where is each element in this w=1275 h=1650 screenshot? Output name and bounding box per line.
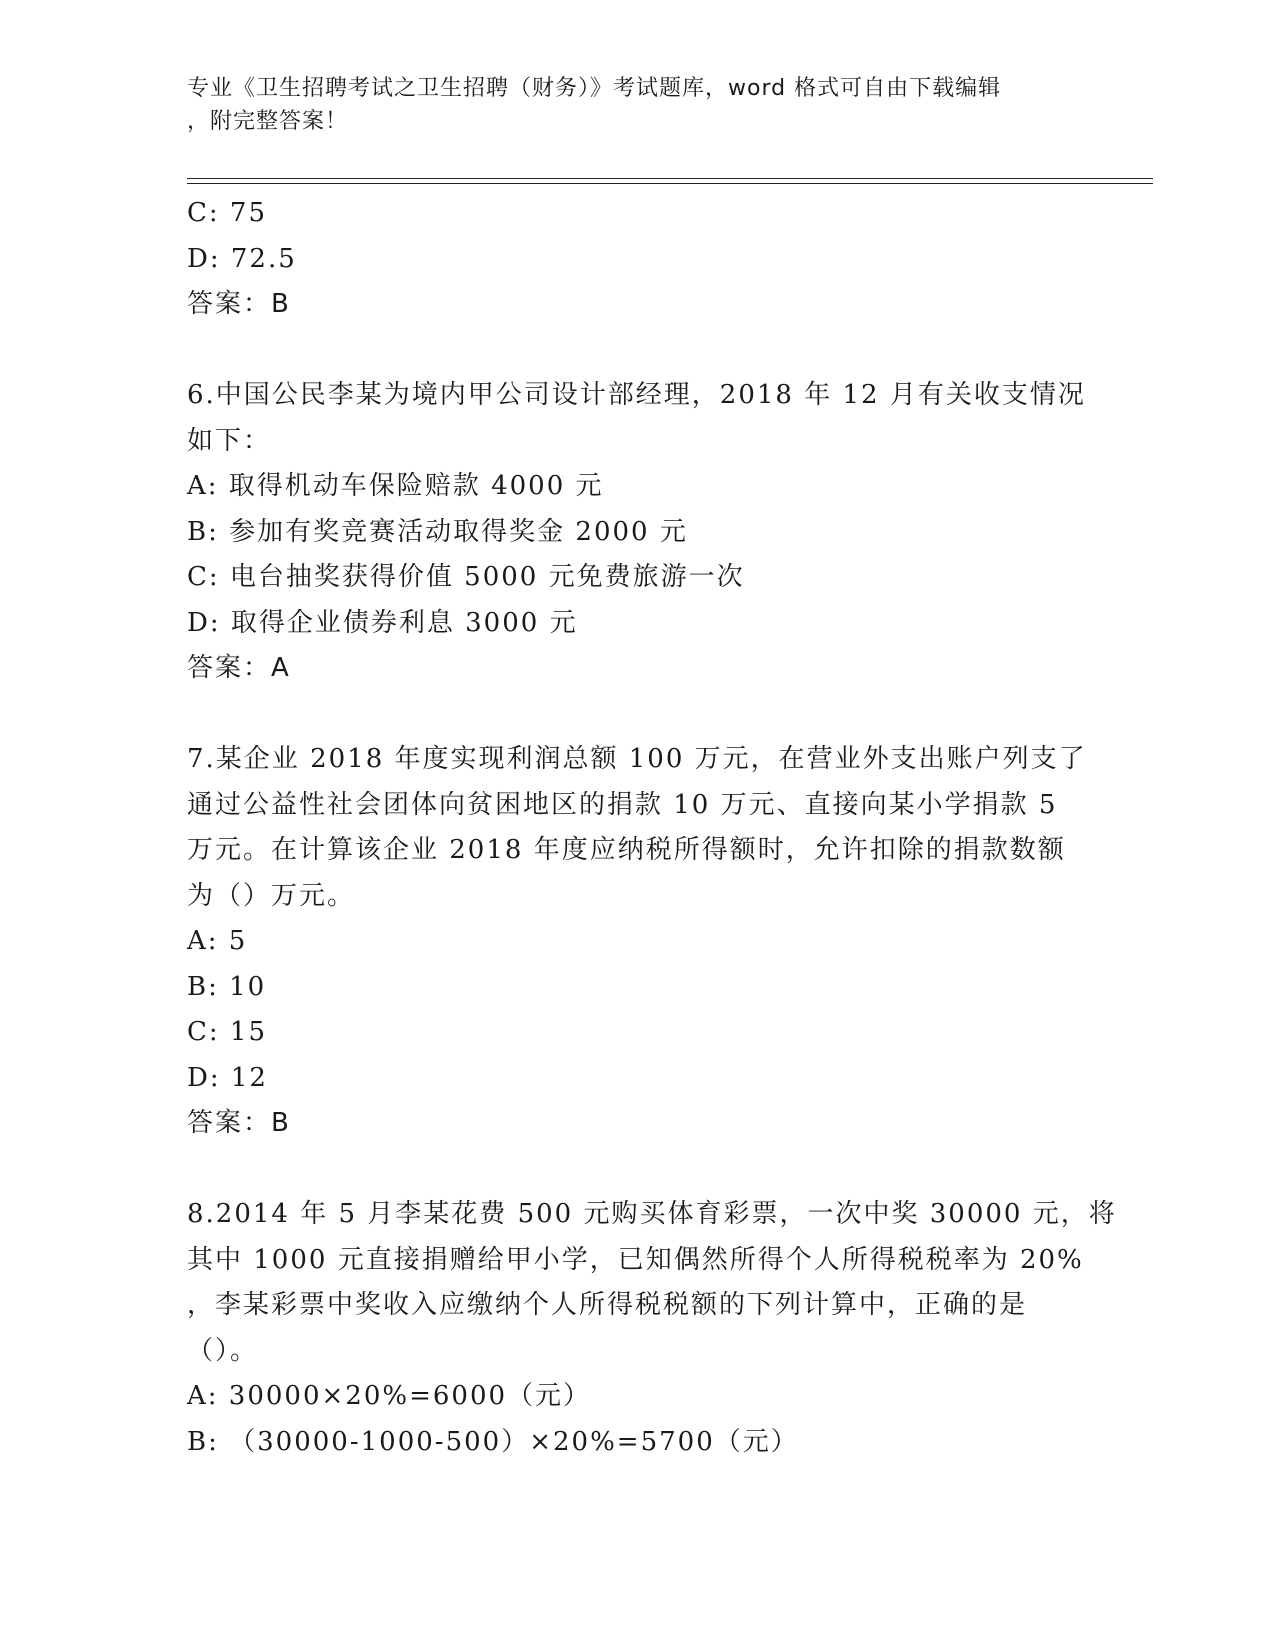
- question-stem: 为（）万元。: [187, 880, 356, 911]
- question-stem: （）。: [187, 1335, 259, 1366]
- question-stem: 8.2014 年 5 月李某花费 500 元购买体育彩票，一次中奖 30000 元，将: [187, 1199, 1117, 1229]
- answer: 答案：A: [187, 653, 291, 683]
- header-line-2: ，附完整答案！: [187, 109, 349, 134]
- question-stem: 其中 1000 元直接捐赠给甲小学，已知偶然所得个人所得税税率为 20%: [187, 1244, 1084, 1275]
- option-d: D: 取得企业债券利息 3000 元: [187, 607, 578, 638]
- option-a: A: 30000×20%=6000（元）: [187, 1381, 592, 1411]
- header-divider-top: [187, 178, 1153, 179]
- question-stem: 6.中国公民李某为境内甲公司设计部经理，2018 年 12 月有关收支情况: [187, 380, 1086, 410]
- question-stem: ，李某彩票中奖收入应缴纳个人所得税税额的下列计算中，正确的是: [187, 1290, 1028, 1320]
- option-c: C: 75: [187, 198, 268, 228]
- option-a: A: 5: [187, 926, 248, 956]
- question-stem: 万元。在计算该企业 2018 年度应纳税所得额时，允许扣除的捐款数额: [187, 835, 1066, 865]
- question-stem: 7.某企业 2018 年度实现利润总额 100 万元，在营业外支出账户列支了: [187, 744, 1087, 774]
- option-c: C: 15: [187, 1017, 268, 1047]
- question-list: [187, 191, 1117, 1465]
- header-divider-bottom: [187, 183, 1153, 184]
- option-b: B: 参加有奖竞赛活动取得奖金 2000 元: [187, 516, 688, 547]
- option-a: A: 取得机动车保险赔款 4000 元: [187, 471, 604, 501]
- question-8: [187, 1192, 1117, 1465]
- question-6: [187, 373, 1087, 692]
- option-b: B: 10: [187, 971, 267, 1002]
- question-stem: 如下：: [187, 425, 272, 456]
- answer: 答案：B: [187, 1108, 291, 1138]
- option-d: D: 72.5: [187, 243, 297, 274]
- document-header: [187, 72, 1067, 138]
- question-7: [187, 737, 1087, 1147]
- option-c: C: 电台抽奖获得价值 5000 元免费旅游一次: [187, 562, 745, 592]
- option-d: D: 12: [187, 1062, 268, 1093]
- option-b: B: （30000-1000-500）×20%=5700（元）: [187, 1426, 799, 1457]
- question-stem: 通过公益性社会团体向贫困地区的捐款 10 万元、直接向某小学捐款 5: [187, 789, 1058, 820]
- answer: 答案：B: [187, 289, 291, 319]
- header-line-1: 专业《卫生招聘考试之卫生招聘（财务）》考试题库，word 格式可自由下载编辑: [187, 76, 1002, 101]
